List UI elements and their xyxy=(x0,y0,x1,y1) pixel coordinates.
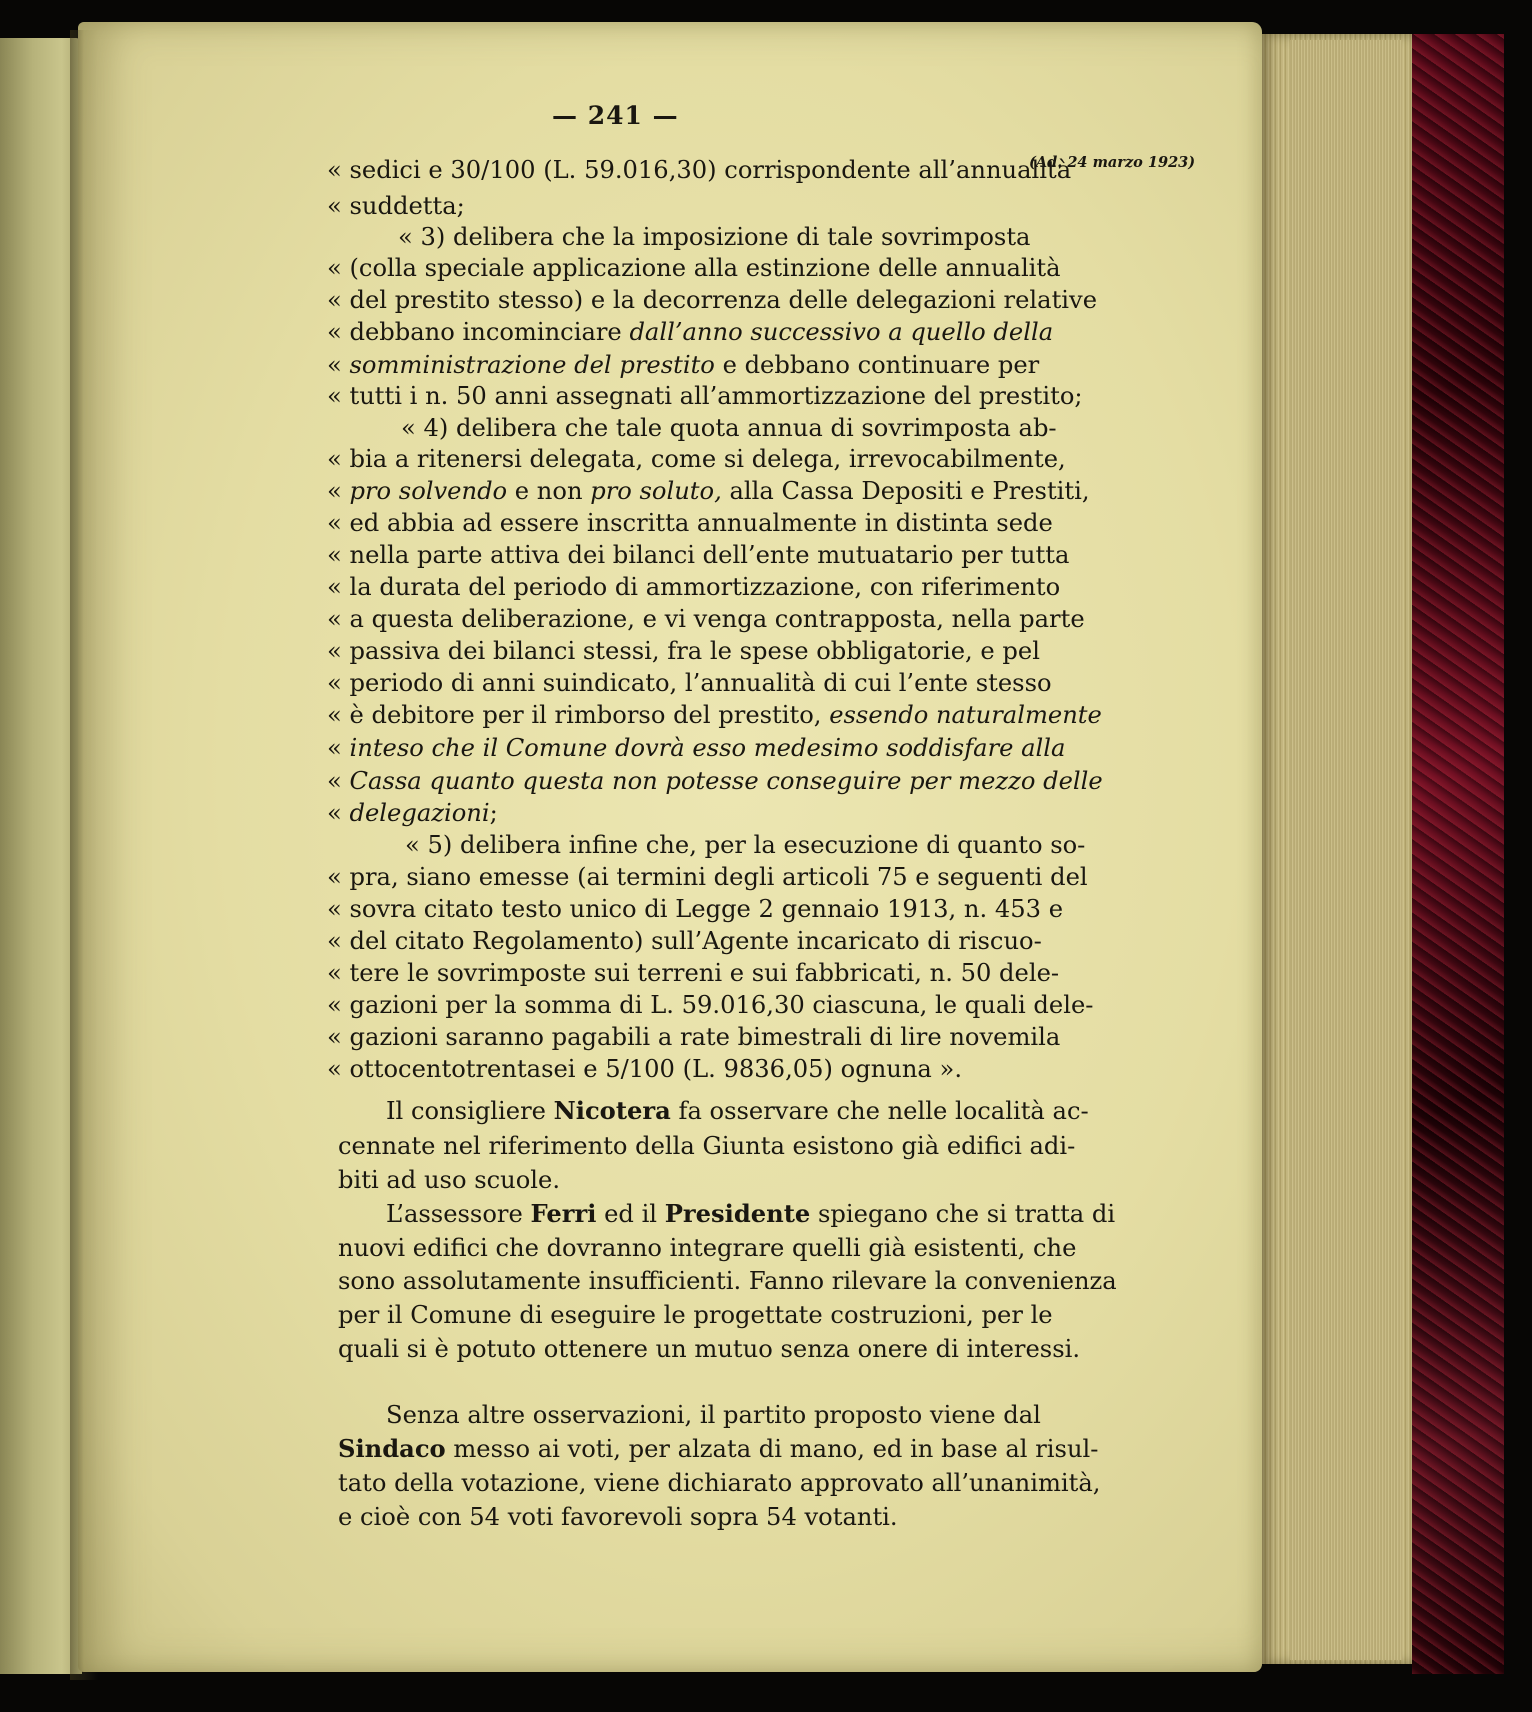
page-edges-inner xyxy=(1290,40,1402,1660)
text-line: « 3) delibera che la imposizione di tale sovrimposta xyxy=(398,223,1031,251)
text-span: alla Cassa Depositi e Prestiti, xyxy=(721,477,1090,505)
text-line: « ottocentotrentasei e 5/100 (L. 9836,05) ognuna ». xyxy=(327,1055,963,1083)
text-line: Senza altre osservazioni, il partito proposto viene dal xyxy=(386,1401,1041,1429)
text-span: fa osservare che nelle località ac- xyxy=(670,1097,1089,1125)
italic-span: pro solvendo xyxy=(349,477,508,505)
text-line: « 4) delibera che tale quota annua di sovrimposta ab- xyxy=(401,414,1057,442)
text-line: « passiva dei bilanci stessi, fra le spese obbligatorie, e pel xyxy=(327,637,1040,665)
text-line: « suddetta; xyxy=(327,192,465,220)
text-line: « gazioni per la somma di L. 59.016,30 ciascuna, le quali dele- xyxy=(327,991,1094,1019)
bold-name: Ferri xyxy=(530,1199,597,1228)
text-line: « del citato Regolamento) sull’Agente incaricato di riscuo- xyxy=(327,927,1042,955)
text-line: « sovra citato testo unico di Legge 2 gennaio 1913, n. 453 e xyxy=(327,895,1064,923)
text-line xyxy=(327,766,1103,796)
italic-span: pro soluto, xyxy=(590,477,722,505)
text-line: « sedici e 30/100 (L. 59.016,30) corrispondente all’annualità xyxy=(327,156,1072,184)
text-line: « periodo di anni suindicato, l’annualità di cui l’ente stesso xyxy=(327,669,1052,697)
text-line: « 5) delibera infine che, per la esecuzione di quanto so- xyxy=(405,831,1086,859)
text-line xyxy=(327,317,1053,347)
text-line: quali si è potuto ottenere un mutuo senza onere di interessi. xyxy=(338,1335,1081,1363)
text-line: « ed abbia ad essere inscritta annualmente in distinta sede xyxy=(327,509,1053,537)
italic-span: inteso che il Comune dovrà esso medesimo soddisfare alla xyxy=(349,734,1066,762)
text-span: « è debitore per il rimborso del prestito, xyxy=(327,701,830,729)
italic-span: essendo naturalmente xyxy=(829,701,1102,729)
text-line: « tutti i n. 50 anni assegnati all’ammortizzazione del prestito; xyxy=(327,382,1083,410)
text-line: « tere le sovrimposte sui terreni e sui fabbricati, n. 50 dele- xyxy=(327,959,1060,987)
text-span: « xyxy=(327,477,350,505)
text-span: « xyxy=(327,767,350,795)
text-line: « nella parte attiva dei bilanci dell’ente mutuatario per tutta xyxy=(327,541,1070,569)
text-line xyxy=(327,798,498,828)
text-span: ; xyxy=(489,799,498,827)
text-line xyxy=(327,700,1102,730)
text-line: « (colla speciale applicazione alla estinzione delle annualità xyxy=(327,254,1061,282)
text-line: biti ad uso scuole. xyxy=(338,1166,561,1194)
text-line xyxy=(327,476,1090,506)
italic-span: delegazioni xyxy=(349,799,490,827)
text-line: « bia a ritenersi delegata, come si delega, irrevocabilmente, xyxy=(327,445,1066,473)
text-span: « xyxy=(327,351,350,379)
text-span: L’assessore xyxy=(386,1200,531,1228)
text-line xyxy=(327,350,1039,380)
text-line xyxy=(386,1096,1089,1126)
italic-span: dall’anno successivo a quello della xyxy=(629,318,1054,346)
text-span: spiegano che si tratta di xyxy=(810,1200,1116,1228)
page-number: — 241 — xyxy=(552,101,679,130)
bold-name: Sindaco xyxy=(338,1434,446,1463)
margin-note-date: (Ad. 24 marzo 1923) xyxy=(1029,154,1196,171)
text-span: ed il xyxy=(596,1200,665,1228)
text-line xyxy=(327,733,1065,763)
text-line: « gazioni saranno pagabili a rate bimestrali di lire novemila xyxy=(327,1023,1061,1051)
text-line: nuovi edifici che dovranno integrare quelli già esistenti, che xyxy=(338,1234,1077,1262)
bold-name: Nicotera xyxy=(553,1096,671,1125)
text-line: sono assolutamente insufficienti. Fanno rilevare la convenienza xyxy=(338,1267,1117,1295)
text-span: e debbano continuare per xyxy=(714,351,1040,379)
book-cover-texture xyxy=(1412,34,1504,1674)
italic-span: somministrazione del prestito xyxy=(349,351,715,379)
text-line: « pra, siano emesse (ai termini degli articoli 75 e seguenti del xyxy=(327,863,1088,891)
text-span: « xyxy=(327,799,350,827)
bold-name: Presidente xyxy=(664,1199,811,1228)
text-line: « del prestito stesso) e la decorrenza delle delegazioni relative xyxy=(327,286,1098,314)
text-line: tato della votazione, viene dichiarato approvato all’unanimità, xyxy=(338,1469,1101,1497)
text-line: « la durata del periodo di ammortizzazione, con riferimento xyxy=(327,573,1061,601)
italic-span: Cassa quanto questa non potesse conseguire per mezzo delle xyxy=(349,767,1103,795)
text-span: e non xyxy=(507,477,591,505)
text-line: per il Comune di eseguire le progettate costruzioni, per le xyxy=(338,1301,1053,1329)
text-line: cennate nel riferimento della Giunta esistono già edifici adi- xyxy=(338,1132,1076,1160)
text-span: « xyxy=(327,734,350,762)
text-span: « debbano incominciare xyxy=(327,318,630,346)
text-span: Il consigliere xyxy=(386,1097,554,1125)
text-line: « a questa deliberazione, e vi venga contrapposta, nella parte xyxy=(327,605,1085,633)
book-gutter xyxy=(70,30,98,1680)
text-line xyxy=(386,1199,1115,1229)
text-line xyxy=(338,1434,1098,1464)
text-line: e cioè con 54 voti favorevoli sopra 54 votanti. xyxy=(338,1503,898,1531)
text-span: messo ai voti, per alzata di mano, ed in base al risul- xyxy=(445,1435,1099,1463)
